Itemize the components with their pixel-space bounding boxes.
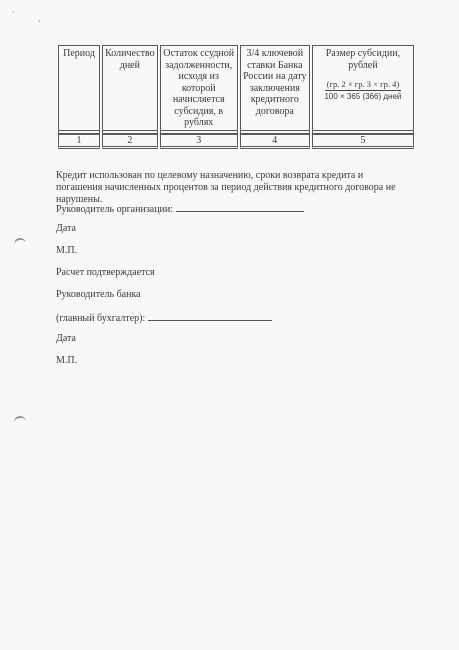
header-subsidy-label: Размер субсидии, рублей [325,48,401,71]
header-days-count: Количество дней [102,45,158,131]
subsidy-calculation-table [56,45,416,149]
stamp-label-2: М.П. [56,355,78,366]
org-head-label: Руководитель организации: [56,204,174,215]
subsidy-formula [315,79,411,102]
punch-hole-mark [13,415,26,427]
column-number: 3 [160,134,238,150]
scan-artifact-mark: ` [12,10,15,20]
column-number: 4 [240,134,310,150]
table-header-row [58,45,414,131]
bank-head-label: Руководитель банка [56,289,141,300]
header-loan-balance: Остаток ссудной задолженности, исходя из которой начисляется субсидия, в рублях [160,45,238,131]
org-head-signature-blank [176,202,304,212]
date-label-2: Дата [56,333,76,344]
statement-paragraph: Кредит использован по целевому назначению, сроки возврата кредита и погашения начисленных процентов за период действия кредитного договора не нарушены. [56,170,396,205]
date-label-1: Дата [56,223,76,234]
chief-accountant-label: (главный бухгалтер): [56,313,146,324]
header-subsidy-amount [312,45,414,131]
chief-accountant-signature-line [56,311,272,325]
stamp-label-1: М.П. [56,245,78,256]
chief-accountant-signature-blank [148,311,272,321]
formula-numerator: (гр. 2 × гр. 3 × гр. 4) [326,79,400,89]
formula-denominator: 100 × 365 (366) дней [324,92,402,101]
column-number: 5 [312,134,414,150]
table-column-numbers-row [58,134,414,150]
punch-hole-mark [13,237,26,249]
header-key-rate: 3/4 ключевой ставки Банка России на дату заключения кредитного договора [240,45,310,131]
column-number: 2 [102,134,158,150]
header-period: Период [58,45,100,131]
calculation-confirmed-label: Расчет подтверждается [56,267,155,278]
scan-artifact-mark: , [38,13,41,23]
column-number: 1 [58,134,100,150]
org-head-signature-line [56,202,304,216]
